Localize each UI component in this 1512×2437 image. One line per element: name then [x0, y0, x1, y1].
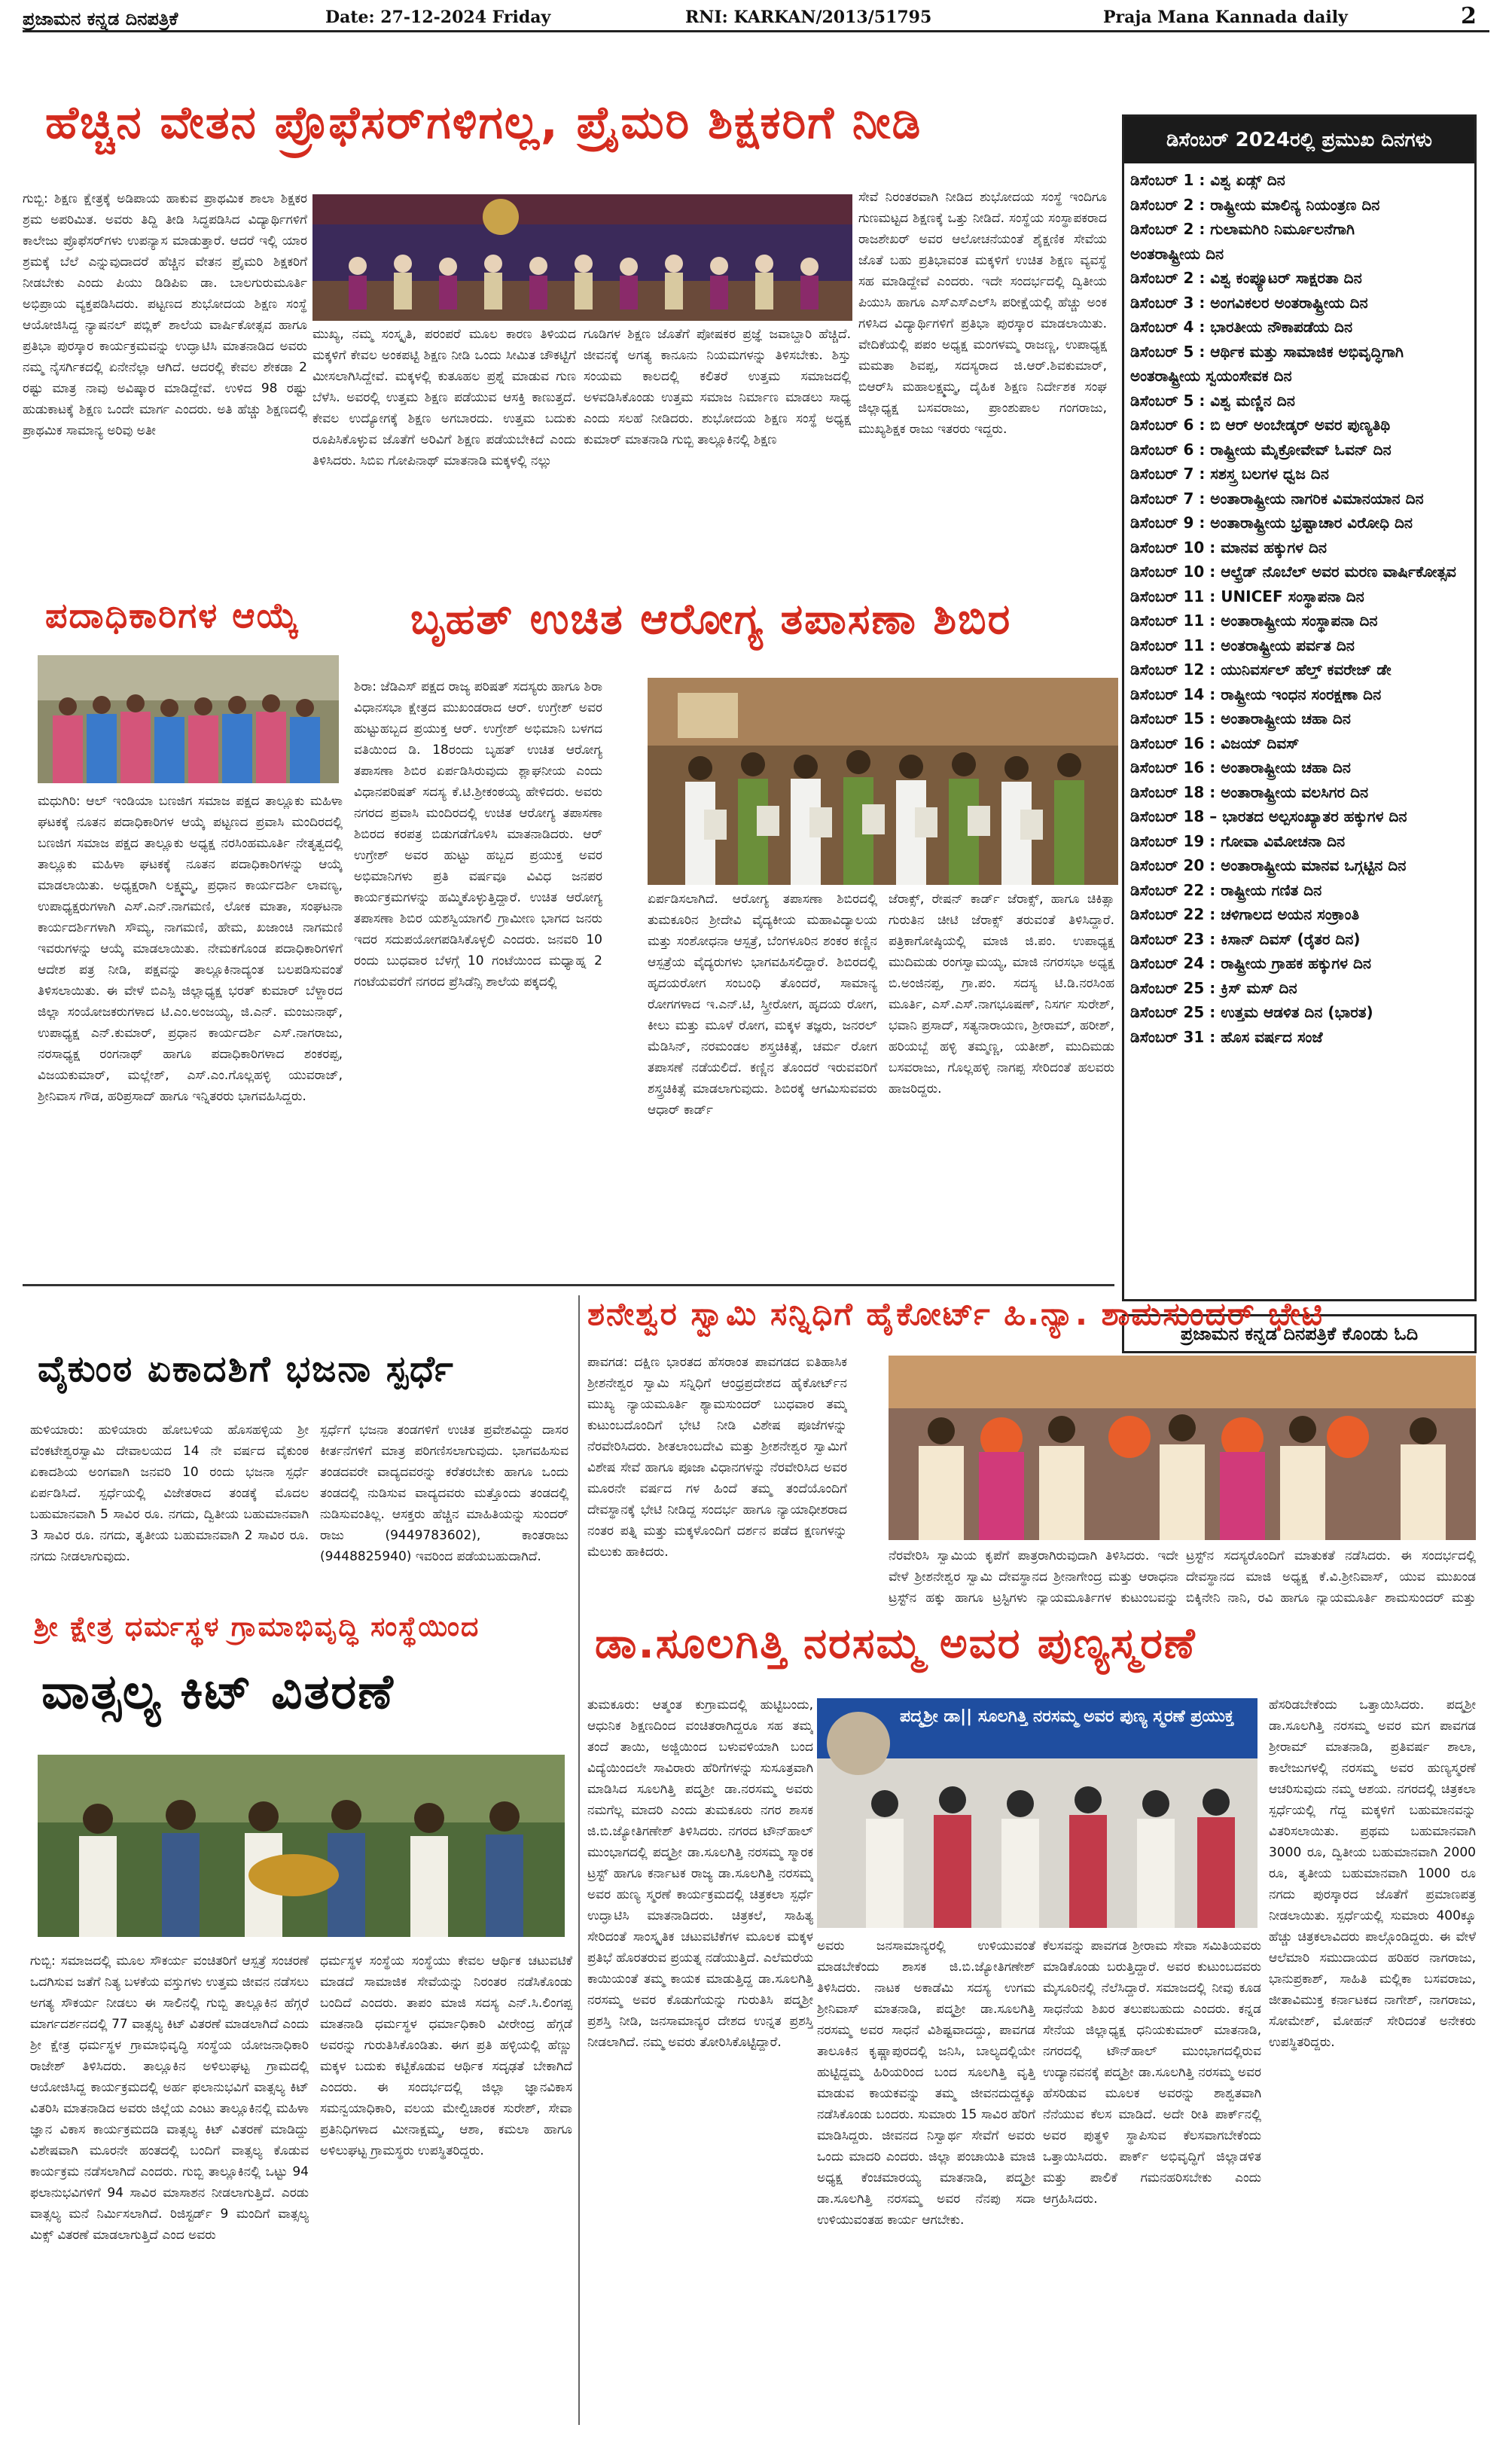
december-day-item: ಡಿಸೆಂಬರ್ 16 : ಅಂತಾರಾಷ್ಟ್ರೀಯ ಚಹಾ ದಿನ: [1130, 758, 1351, 776]
december-days-list: [1124, 163, 1474, 1252]
december-days-title: ಡಿಸೆಂಬರ್ 2024ರಲ್ಲಿ ಪ್ರಮುಖ ದಿನಗಳು: [1124, 117, 1474, 163]
december-day-item: ಡಿಸೆಂಬರ್ 4 : ಭಾರತೀಯ ನೌಕಾಪಡೆಯ ದಿನ: [1130, 318, 1353, 336]
page-number: 2: [1461, 3, 1477, 29]
tribute-banner-text: ಪದ್ಮಶ್ರೀ ಡಾ|| ಸೂಲಗಿತ್ತಿ ನರಸಮ್ಮ ಅವರ ಪುಣ್ಯ ಸ್ಮರಣೆ ಪ್ರಯುಕ್ತ: [900, 1707, 1234, 1726]
december-day-item: ಡಿಸೆಂಬರ್ 10 : ಆಲ್ಫ್ರೆಡ್ ನೊಬೆಲ್ ಅವರ ಮರಣ ವಾರ್ಷಿಕೋತ್ಸವ: [1130, 563, 1456, 581]
december-day-item: ಡಿಸೆಂಬರ್ 11 : UNICEF ಸಂಸ್ಥಾಪನಾ ದಿನ: [1130, 587, 1364, 605]
december-day-item: ಡಿಸೆಂಬರ್ 3 : ಅಂಗವಿಕಲರ ಅಂತರಾಷ್ಟ್ರೀಯ ದಿನ: [1130, 293, 1368, 312]
story6-col1: ಗುಬ್ಬಿ: ಸಮಾಜದಲ್ಲಿ ಮೂಲ ಸೌಕರ್ಯ ವಂಚಿತರಿಗೆ ಆಸ್ಪತ್ರೆ ಸಂಚರಣೆ ಒದಗಿಸುವ ಜತೆಗೆ ನಿತ್ಯ ಬಳಕೆಯ ವಸ್ತುಗಳು ಉತ್ತಮ ಜೀವನ ನಡೆಸಲು ಅಗತ್ಯ ಸೌಕರ್ಯ ನೀಡಲು ಈ ಸಾಲಿನಲ್ಲಿ ಗುಬ್ಬಿ ತಾಲ್ಲೂಕಿನ ಹೆಗ್ಗರೆ ಮಾರ್ಗದರ್ಶನದಲ್ಲಿ 77 ವಾತ್ಸಲ್ಯ ಕಿಟ್ ವಿತರಣೆ ಮಾಡಲಾಗಿದೆ ಎಂದು ಶ್ರೀ ಕ್ಷೇತ್ರ ಧರ್ಮಸ್ಥಳ ಗ್ರಾಮಾಭಿವೃದ್ಧಿ ಸಂಸ್ಥೆಯ ಯೋಜನಾಧಿಕಾರಿ ರಾಜೇಶ್ ತಿಳಿಸಿದರು. ತಾಲ್ಲೂಕಿನ ಅಳಿಲುಘಟ್ಟ ಗ್ರಾಮದಲ್ಲಿ ಆಯೋಜಿಸಿದ್ದ ಕಾರ್ಯಕ್ರಮದಲ್ಲಿ ಅರ್ಹ ಫಲಾನುಭವಿಗೆ ವಾತ್ಸಲ್ಯ ಕಿಟ್ ವಿತರಿಸಿ ಮಾತನಾಡಿದ ಅವರು ಜಿಲ್ಲೆಯ ಎಂಟು ತಾಲ್ಲೂಕಿನಲ್ಲಿ ಮಹಿಳಾ ಜ್ಞಾನ ವಿಕಾಸ ಕಾರ್ಯಕ್ರಮದಡಿ ವಾತ್ಸಲ್ಯ ಕಿಟ್ ವಿತರಣೆ ಮಾಡಿದ್ದು ವಿಶೇಷವಾಗಿ ಮೂರನೇ ಹಂತದಲ್ಲಿ ಬಂದಿಗೆ ವಾತ್ಸಲ್ಯ ಕೊಡುವ ಕಾರ್ಯಕ್ರಮ ನಡೆಸಲಾಗಿದೆ ಎಂದರು. ಗುಬ್ಬಿ ತಾಲ್ಲೂಕಿನಲ್ಲಿ ಒಟ್ಟು 94 ಫಲಾನುಭವಿಗಳಿಗೆ 94 ಸಾವಿರ ಮಾಸಾಶನ ನೀಡಲಾಗುತ್ತಿದೆ. ಎರಡು ವಾತ್ಸಲ್ಯ ಮನೆ ನಿರ್ಮಿಸಲಾಗಿದೆ. ರಿಜಿಸ್ಟರ್ಡ್ 9 ಮಂದಿಗೆ ವಾತ್ಸಲ್ಯ ಮಿಕ್ಸ್ ವಿತರಣೆ ಮಾಡಲಾಗುತ್ತಿದೆ ಎಂದ ಅವರು: [30, 1954, 309, 2243]
story6-headline: ವಾತ್ಸಲ್ಯ ಕಿಟ್ ವಿತರಣೆ: [41, 1664, 395, 1720]
december-day-item: ಡಿಸೆಂಬರ್ 24 : ರಾಷ್ಟ್ರೀಯ ಗ್ರಾಹಕ ಹಕ್ಕುಗಳ ದಿನ: [1130, 954, 1372, 972]
december-day-item: ಡಿಸೆಂಬರ್ 6 : ಬಿ ಆರ್ ಅಂಬೇಡ್ಕರ್ ಅವರ ಪುಣ್ಯತಿಥಿ: [1130, 416, 1391, 434]
story4-headline: ವೈಕುಂಠ ಏಕಾದಶಿಗೆ ಭಜನಾ ಸ್ಪರ್ಧೆ: [38, 1348, 455, 1390]
december-day-item: ಡಿಸೆಂಬರ್ 14 : ರಾಷ್ಟ್ರೀಯ ಇಂಧನ ಸಂರಕ್ಷಣಾ ದಿನ: [1130, 685, 1382, 703]
story5-col3: ಟ್ರಸ್ಟ್‌ನ ಸದಸ್ಯರೊಂದಿಗೆ ಮಾತುಕತೆ ನಡೆಸಿದರು. ಈ ಸಂದರ್ಭದಲ್ಲಿ ದೇವಸ್ಥಾನದ ಮಾಜಿ ಅಧ್ಯಕ್ಷ ಕೆ.ವಿ.ಶ್ರೀನಿವಾಸ್, ಯುವ ಮುಖಂಡ ಬಿಕ್ಕಿನೇನಿ ನಾನಿ, ರವಿ ಹಾಗೂ ನ್ಯಾಯಮೂರ್ತಿ ಶಾಮಸುಂದರ್ ಮತ್ತು: [1186, 1548, 1476, 1606]
story1-headline: ಹೆಚ್ಚಿನ ವೇತನ ಪ್ರೊಫೆಸರ್‌ಗಳಿಗಲ್ಲ, ಪ್ರೈಮರಿ ಶಿಕ್ಷಕರಿಗೆ ನೀಡಿ: [45, 96, 922, 149]
story7-col3: ಕೆಲಸವನ್ನು ಪಾವಗಡ ಶ್ರೀರಾಮ ಸೇವಾ ಸಮಿತಿಯವರು ಮಾಡಿಕೊಂಡು ಬರುತ್ತಿದ್ದಾರೆ. ಅವರ ಕುಟುಂಬದವರು ಮೈಸೂರಿನಲ್ಲಿ ನೆಲೆಸಿದ್ದಾರೆ. ಸಮಾಜದಲ್ಲಿ ನೀವು ಕೂಡ ಸಾಧನೆಯ ಶಿಖರ ತಲುಪಬಹುದು ಎಂದರು. ಕನ್ನಡ ಸೇನೆಯ ಜಿಲ್ಲಾಧ್ಯಕ್ಷ ಧನಿಯಕುಮಾರ್ ಮಾತನಾಡಿ, ನಗರದಲ್ಲಿ ಟೌನ್‌ಹಾಲ್ ಮುಂಭಾಗದಲ್ಲಿರುವ ಉದ್ಯಾನವನಕ್ಕೆ ಪದ್ಮಶ್ರೀ ಡಾ.ಸೂಲಗಿತ್ತಿ ನರಸಮ್ಮ ಅವರ ಹೆಸರಿಡುವ ಮೂಲಕ ಅವರನ್ನು ಶಾಶ್ವತವಾಗಿ ನೆನೆಯುವ ಕೆಲಸ ಮಾಡಿದೆ. ಅದೇ ರೀತಿ ಪಾರ್ಕ್‌ನಲ್ಲಿ ಅವರ ಪುತ್ಥಳಿ ಸ್ಥಾಪಿಸುವ ಕೆಲಸವಾಗಬೇಕೆಂದು ಒತ್ತಾಯಿಸಿದರು. ಪಾರ್ಕ್ ಅಭಿವೃದ್ಧಿಗೆ ಜಿಲ್ಲಾಡಳಿತ ಮತ್ತು ಪಾಲಿಕೆ ಗಮನಹರಿಸಬೇಕು ಎಂದು ಆಗ್ರಹಿಸಿದರು.: [1043, 1938, 1261, 2207]
rni-number: RNI: KARKAN/2013/51795: [685, 8, 932, 27]
december-day-item: ಡಿಸೆಂಬರ್ 31 : ಹೊಸ ವರ್ಷದ ಸಂಜೆ: [1130, 1027, 1323, 1046]
story1-col4: ಸೇವೆ ನಿರಂತರವಾಗಿ ನೀಡಿದ ಶುಭೋದಯ ಸಂಸ್ಥೆ ಇಂದಿಗೂ ಗುಣಮಟ್ಟದ ಶಿಕ್ಷಣಕ್ಕೆ ಒತ್ತು ನೀಡಿದೆ. ಸಂಸ್ಥೆಯ ಸಂಸ್ಥಾಪಕರಾದ ರಾಜಶೇಖರ್ ಅವರ ಆಲೋಚನೆಯಂತೆ ಶೈಕ್ಷಣಿಕ ಸೇವೆಯ ಜೊತೆ ಬಹು ಪ್ರತಿಭಾವಂತ ಮಕ್ಕಳಿಗೆ ಉಚಿತ ಶಿಕ್ಷಣ ವ್ಯವಸ್ಥೆ ಸಹ ಮಾಡಿದ್ದೇವೆ ಎಂದರು. ಇದೇ ಸಂದರ್ಭದಲ್ಲಿ ದ್ವಿತೀಯ ಪಿಯುಸಿ ಹಾಗೂ ಎಸ್ಎಸ್ಎಲ್‌ಸಿ ಪರೀಕ್ಷೆಯಲ್ಲಿ ಹೆಚ್ಚು ಅಂಕ ಗಳಿಸಿದ ವಿದ್ಯಾರ್ಥಿಗಳಿಗೆ ಪ್ರತಿಭಾ ಪುರಸ್ಕಾರ ಮಾಡಲಾಯಿತು. ವೇದಿಕೆಯಲ್ಲಿ ಪಪಂ ಅಧ್ಯಕ್ಷ ಮಂಗಳಮ್ಮ ರಾಜಣ್ಣ, ಉಪಾಧ್ಯಕ್ಷ ಮಮತಾ ಶಿವಪ್ಪ, ಸದಸ್ಯರಾದ ಜಿ.ಆರ್.ಶಿವಕುಮಾರ್, ಬಿಆರ್‌ಸಿ ಮಹಾಲಕ್ಷ್ಮಮ್ಮ, ದೈಹಿಕ ಶಿಕ್ಷಣ ನಿರ್ದೇಶಕ ಸಂಘ ಜಿಲ್ಲಾಧ್ಯಕ್ಷ ಬಸವರಾಜು, ಪ್ರಾಂಶುಪಾಲ ಗಂಗರಾಜು, ಮುಖ್ಯಶಿಕ್ಷಕ ರಾಜು ಇತರರು ಇದ್ದರು.: [858, 190, 1107, 437]
story3-photo-pamphlet-release: [648, 678, 1118, 885]
december-day-item: ಡಿಸೆಂಬರ್ 18 – ಭಾರತದ ಅಲ್ಪಸಂಖ್ಯಾತರ ಹಕ್ಕುಗಳ ದಿನ: [1130, 807, 1407, 825]
december-day-item: ಡಿಸೆಂಬರ್ 5 : ವಿಶ್ವ ಮಣ್ಣಿನ ದಿನ: [1130, 391, 1295, 410]
story5-col2: ನೆರವೇರಿಸಿ ಸ್ವಾಮಿಯ ಕೃಪೆಗೆ ಪಾತ್ರರಾಗಿರುವುದಾಗಿ ತಿಳಿಸಿದರು. ಇದೇ ವೇಳೆ ಶ್ರೀಶನೇಶ್ವರ ಸ್ವಾಮಿ ದೇವಸ್ಥಾನದ ಶ್ರೀನಾಗೇಂದ್ರ ಮತ್ತು ಆರಾಧನಾ ಟ್ರಸ್ಟ್‌ನ ಹಕ್ಕು ಹಾಗೂ ಟ್ರಸ್ಟಿಗಳು ನ್ಯಾಯಮೂರ್ತಿಗಳ ಕುಟುಂಬವನ್ನು: [889, 1548, 1178, 1606]
december-day-item: ಡಿಸೆಂಬರ್ 15 : ಅಂತಾರಾಷ್ಟ್ರೀಯ ಚಹಾ ದಿನ: [1130, 709, 1351, 727]
december-day-item: ಡಿಸೆಂಬರ್ 25 : ಉತ್ತಮ ಆಡಳಿತ ದಿನ (ಭಾರತ): [1130, 1003, 1373, 1021]
december-day-item: ಅಂತರಾಷ್ಟ್ರೀಯ ಸ್ವಯಂಸೇವಕ ದಿನ: [1130, 367, 1292, 385]
story5-headline: ಶನೇಶ್ವರ ಸ್ವಾಮಿ ಸನ್ನಿಧಿಗೆ ಹೈಕೋರ್ಟ್ ಹಿ.ನ್ಯಾ. ಶಾಮಸುಂದರ್ ಭೇಟಿ: [587, 1295, 1325, 1332]
story3-col2: ಏರ್ಪಡಿಸಲಾಗಿದೆ. ಆರೋಗ್ಯ ತಪಾಸಣಾ ಶಿಬಿರದಲ್ಲಿ ತುಮಕೂರಿನ ಶ್ರೀದೇವಿ ವೈದ್ಯಕೀಯ ಮಹಾವಿದ್ಯಾಲಯ ಮತ್ತು ಸಂಶೋಧನಾ ಆಸ್ಪತ್ರೆ, ಬೆಂಗಳೂರಿನ ಶಂಕರ ಕಣ್ಣಿನ ಆಸ್ಪತ್ರೆಯ ವೈದ್ಯರುಗಳು ಭಾಗವಹಿಸಲಿದ್ದಾರೆ. ಶಿಬಿರದಲ್ಲಿ ಹೃದಯರೋಗ ಸಂಬಂಧಿ ತೊಂದರೆ, ಸಾಮಾನ್ಯ ರೋಗಗಳಾದ ಇ.ಎನ್.ಟಿ, ಸ್ತ್ರೀರೋಗ, ಹೃದಯ ರೋಗ, ಕೀಲು ಮತ್ತು ಮೂಳೆ ರೋಗ, ಮಕ್ಕಳ ತಜ್ಞರು, ಜನರಲ್ ಮೆಡಿಸಿನ್, ನರಮಂಡಲ ಶಸ್ತ್ರಚಿಕಿತ್ಸೆ, ಚರ್ಮ ರೋಗ ತಪಾಸಣೆ ನಡೆಯಲಿದೆ. ಕಣ್ಣಿನ ತೊಂದರೆ ಇರುವವರಿಗೆ ಶಸ್ತ್ರಚಿಕಿತ್ಸೆ ಮಾಡಲಾಗುವುದು. ಶಿಬಿರಕ್ಕೆ ಆಗಮಿಸುವವರು ಆಧಾರ್ ಕಾರ್ಡ್: [648, 892, 877, 1118]
story4-col1: ಹುಳಿಯಾರು: ಹುಳಿಯಾರು ಹೋಬಳಿಯ ಹೊಸಹಳ್ಳಿಯ ಶ್ರೀ ವೆಂಕಟೇಶ್ವರಸ್ವಾಮಿ ದೇವಾಲಯದ 14 ನೇ ವರ್ಷದ ವೈಕುಂಠ ಏಕಾದಶಿಯ ಅಂಗವಾಗಿ ಜನವರಿ 10 ರಂದು ಭಜನಾ ಸ್ಪರ್ಧೆ ಏರ್ಪಡಿಸಿದೆ. ಸ್ಪರ್ಧೆಯಲ್ಲಿ ವಿಜೇತರಾದ ತಂಡಕ್ಕೆ ಮೊದಲ ಬಹುಮಾನವಾಗಿ 5 ಸಾವಿರ ರೂ. ನಗದು, ದ್ವಿತೀಯ ಬಹುಮಾನವಾಗಿ 3 ಸಾವಿರ ರೂ. ನಗದು, ತೃತೀಯ ಬಹುಮಾನವಾಗಿ 2 ಸಾವಿರ ರೂ. ನಗದು ನೀಡಲಾಗುವುದು.: [30, 1423, 309, 1564]
story6-kicker: ಶ್ರೀ ಕ್ಷೇತ್ರ ಧರ್ಮಸ್ಥಳ ಗ್ರಾಮಾಭಿವೃದ್ಧಿ ಸಂಸ್ಥೆಯಿಂದ: [34, 1612, 480, 1642]
promo-banner: ಪ್ರಜಾಮನ ಕನ್ನಡ ದಿನಪತ್ರಿಕೆ ಕೊಂಡು ಓದಿ: [1122, 1314, 1477, 1353]
story7-headline: ಡಾ.ಸೂಲಗಿತ್ತಿ ನರಸಮ್ಮ ಅವರ ಪುಣ್ಯಸ್ಮರಣೆ: [595, 1619, 1196, 1668]
story3-col3: ಜೆರಾಕ್ಸ್, ರೇಷನ್ ಕಾರ್ಡ್ ಜೆರಾಕ್ಸ್, ಹಾಗೂ ಚಿಕಿತ್ಸಾ ಗುರುತಿನ ಚೀಟಿ ಜೆರಾಕ್ಸ್ ತರುವಂತೆ ತಿಳಿಸಿದ್ದಾರೆ. ಪತ್ರಿಕಾಗೋಷ್ಠಿಯಲ್ಲಿ ಮಾಜಿ ಜಿ.ಪಂ. ಉಪಾಧ್ಯಕ್ಷ ಮುದಿಮಡು ರಂಗಸ್ವಾಮಯ್ಯ, ಮಾಜಿ ನಗರಸಭಾ ಅಧ್ಯಕ್ಷ ಬಿ.ಅಂಜಿನಪ್ಪ, ಗ್ರಾ.ಪಂ. ಸದಸ್ಯ ಟಿ.ಡಿ.ನರಸಿಂಹ ಮೂರ್ತಿ, ಎಸ್.ಎಸ್.ನಾಗಭೂಷಣ್, ನಿಸರ್ಗ ಸುರೇಶ್, ಭವಾನಿ ಪ್ರಸಾದ್, ಸತ್ಯನಾರಾಯಣ, ಶ್ರೀರಾಮ್, ಹರೀಶ್, ಹರಿಯಬ್ಬೆ ಹಳ್ಳಿ ತಮ್ಮಣ್ಣ, ಯತೀಶ್, ಮುದಿಮಡು ಬಸವರಾಜು, ಗೊಲ್ಲಹಳ್ಳಿ ನಾಗಪ್ಪ ಸೇರಿದಂತೆ ಹಲವರು ಹಾಜರಿದ್ದರು.: [889, 892, 1114, 1096]
december-day-item: ಡಿಸೆಂಬರ್ 11 : ಅಂತರಾಷ್ಟ್ರೀಯ ಪರ್ವತ ದಿನ: [1130, 636, 1355, 654]
december-day-item: ಡಿಸೆಂಬರ್ 11 : ಅಂತಾರಾಷ್ಟ್ರೀಯ ಸಂಸ್ಥಾಪನಾ ದಿನ: [1130, 612, 1378, 630]
december-day-item: ಅಂತರಾಷ್ಟ್ರೀಯ ದಿನ: [1130, 244, 1224, 263]
december-day-item: ಡಿಸೆಂಬರ್ 5 : ಆರ್ಥಿಕ ಮತ್ತು ಸಾಮಾಜಿಕ ಅಭಿವೃದ್ಧಿಗಾಗಿ: [1130, 342, 1404, 361]
masthead: [23, 5, 1489, 32]
december-day-item: ಡಿಸೆಂಬರ್ 7 : ಸಶಸ್ತ್ರ ಬಲಗಳ ಧ್ವಜ ದಿನ: [1130, 465, 1329, 483]
issue-date: Date: 27-12-2024 Friday: [325, 8, 551, 27]
december-day-item: ಡಿಸೆಂಬರ್ 2 : ಗುಲಾಮಗಿರಿ ನಿರ್ಮೂಲನೆಗಾಗಿ: [1130, 220, 1355, 238]
story1-col2: ಮುಖ್ಯ, ನಮ್ಮ ಸಂಸ್ಕೃತಿ, ಪರಂಪರೆ ಮೂಲ ಕಾರಣ ತಿಳಿಯದ ಮಕ್ಕಳಿಗೆ ಕೇವಲ ಅಂಕಪಟ್ಟಿ ಶಿಕ್ಷಣ ನೀಡಿ ಒಂದು ಸೀಮಿತ ಚೌಕಟ್ಟಿಗೆ ಮೀಸಲಾಗಿಸಿದ್ದೇವೆ. ಮಕ್ಕಳಲ್ಲಿ ಕುತೂಹಲ ಪ್ರಶ್ನೆ ಮಾಡುವ ಗುಣ ಬೆಳೆಸಿ. ಅವರಲ್ಲಿ ಉತ್ತಮ ಶಿಕ್ಷಣ ಪಡೆಯುವ ಆಸಕ್ತಿ ಕಾಣುತ್ತದೆ. ಕೇವಲ ಉದ್ಯೋಗಕ್ಕೆ ಶಿಕ್ಷಣ ಅಗಬಾರದು. ಉತ್ತಮ ಬದುಕು ರೂಪಿಸಿಕೊಳ್ಳುವ ಜೊತೆಗೆ ಅರಿವಿಗೆ ಶಿಕ್ಷಣ ಪಡೆಯಬೇಕಿದೆ ಎಂದು ತಿಳಿಸಿದರು. ಸಿಬಿಐ ಗೋಪಿನಾಥ್ ಮಾತನಾಡಿ ಮಕ್ಕಳಲ್ಲಿ ನಲ್ಲು: [312, 327, 576, 468]
story7-col2: ಅವರು ಜನಸಾಮಾನ್ಯರಲ್ಲಿ ಉಳಿಯುವಂತೆ ಮಾಡಬೇಕೆಂದು ಶಾಸಕ ಜಿ.ಬಿ.ಜ್ಯೋತಿಗಣೇಶ್ ತಿಳಿಸಿದರು. ನಾಟಕ ಅಕಾಡೆಮಿ ಸದಸ್ಯ ಉಗಮ ಶ್ರೀನಿವಾಸ್ ಮಾತನಾಡಿ, ಪದ್ಮಶ್ರೀ ಡಾ.ಸೂಲಗಿತ್ತಿ ನರಸಮ್ಮ ಅವರ ಸಾಧನೆ ವಿಶಿಷ್ಟವಾದದ್ದು, ಪಾವಗಡ ತಾಲೂಕಿನ ಕೃಷ್ಣಾಪುರದಲ್ಲಿ ಜನಿಸಿ, ಬಾಲ್ಯದಲ್ಲಿಯೇ ಹುಟ್ಟಿದ್ದಮ್ಮ ಹಿರಿಯರಿಂದ ಬಂದ ಸೂಲಗಿತ್ತಿ ವೃತ್ತಿ ಮಾಡುವ ಕಾಯಕವನ್ನು ತಮ್ಮ ಜೀವನದುದ್ದಕ್ಕೂ ನಡೆಸಿಕೊಂಡು ಬಂದರು. ಸುಮಾರು 15 ಸಾವಿರ ಹೆರಿಗೆ ಮಾಡಿಸಿದ್ದರು. ಜೀವನದ ನಿಸ್ವಾರ್ಥ ಸೇವೆಗೆ ಅವರು ಒಂದು ಮಾದರಿ ಎಂದರು. ಜಿಲ್ಲಾ ಪಂಚಾಯಿತಿ ಮಾಜಿ ಅಧ್ಯಕ್ಷ ಕೆಂಚಮಾರಯ್ಯ ಮಾತನಾಡಿ, ಪದ್ಮಶ್ರೀ ಡಾ.ಸೂಲಗಿತ್ತಿ ನರಸಮ್ಮ ಅವರ ನೆನಪು ಸದಾ ಉಳಿಯುವಂತಹ ಕಾರ್ಯ ಆಗಬೇಕು.: [817, 1938, 1035, 2228]
december-day-item: ಡಿಸೆಂಬರ್ 2 : ರಾಷ್ಟ್ರೀಯ ಮಾಲಿನ್ಯ ನಿಯಂತ್ರಣ ದಿನ: [1130, 195, 1380, 214]
story5-photo-felicitation: [889, 1356, 1476, 1540]
story3-col1: ಶಿರಾ: ಜೆಡಿಎಸ್ ಪಕ್ಷದ ರಾಜ್ಯ ಪರಿಷತ್ ಸದಸ್ಯರು ಹಾಗೂ ಶಿರಾ ವಿಧಾನಸಭಾ ಕ್ಷೇತ್ರದ ಮುಖಂಡರಾದ ಆರ್. ಉಗ್ರೇಶ್ ಅವರ ಹುಟ್ಟುಹಬ್ಬದ ಪ್ರಯುಕ್ತ ಆರ್. ಉಗ್ರೇಶ್ ಅಭಿಮಾನಿ ಬಳಗದ ವತಿಯಿಂದ ಡಿ. 18ರಂದು ಬೃಹತ್ ಉಚಿತ ಆರೋಗ್ಯ ತಪಾಸಣಾ ಶಿಬಿರ ಏರ್ಪಡಿಸಿರುವುದು ಶ್ಲಾಘನೀಯ ಎಂದು ವಿಧಾನಪರಿಷತ್ ಸದಸ್ಯ ಕೆ.ಟಿ.ಶ್ರೀಕಂಠಯ್ಯ ಹೇಳಿದರು. ಅವರು ನಗರದ ಪ್ರವಾಸಿ ಮಂದಿರದಲ್ಲಿ ಉಚಿತ ಆರೋಗ್ಯ ತಪಾಸಣಾ ಶಿಬಿರದ ಕರಪತ್ರ ಬಿಡುಗಡೆಗೊಳಿಸಿ ಮಾತನಾಡಿದರು. ಆರ್ ಉಗ್ರೇಶ್ ಅವರ ಹುಟ್ಟು ಹಬ್ಬದ ಪ್ರಯುಕ್ತ ಅವರ ಅಭಿಮಾನಿಗಳು ಪ್ರತಿ ವರ್ಷವೂ ವಿವಿಧ ಜನಪರ ಕಾರ್ಯಕ್ರಮಗಳನ್ನು ಹಮ್ಮಿಕೊಳ್ಳುತ್ತಿದ್ದಾರೆ. ಉಚಿತ ಆರೋಗ್ಯ ತಪಾಸಣಾ ಶಿಬಿರ ಯಶಸ್ವಿಯಾಗಲಿ ಗ್ರಾಮೀಣ ಭಾಗದ ಜನರು ಇದರ ಸದುಪಯೋಗಪಡಿಸಿಕೊಳ್ಳಲಿ ಎಂದರು. ಜನವರಿ 10 ರಂದು ಬುಧವಾರ ಬೆಳಗ್ಗೆ 10 ಗಂಟೆಯಿಂದ ಮಧ್ಯಾಹ್ನ 2 ಗಂಟೆಯವರೆಗೆ ನಗರದ ಪ್ರೆಸಿಡೆನ್ಸಿ ಶಾಲೆಯ ಪಕ್ಕದಲ್ಲಿ: [354, 679, 602, 990]
december-day-item: ಡಿಸೆಂಬರ್ 2 : ವಿಶ್ವ ಕಂಪ್ಯೂಟರ್ ಸಾಕ್ಷರತಾ ದಿನ: [1130, 269, 1362, 287]
story3-headline: ಬೃಹತ್ ಉಚಿತ ಆರೋಗ್ಯ ತಪಾಸಣಾ ಶಿಬಿರ: [410, 595, 1012, 644]
december-day-item: ಡಿಸೆಂಬರ್ 19 : ಗೋವಾ ವಿಮೋಚನಾ ದಿನ: [1130, 831, 1346, 850]
story7-photo-tribute: [817, 1698, 1257, 1928]
story6-photo-kit-distribution: [38, 1755, 565, 1937]
story2-photo-group: [38, 655, 339, 783]
december-day-item: ಡಿಸೆಂಬರ್ 23 : ಕಿಸಾನ್ ದಿವಸ್ (ರೈತರ ದಿನ): [1130, 929, 1361, 948]
story1-col3: ಗೂಡಿಗಳ ಶಿಕ್ಷಣ ಜೊತೆಗೆ ಪೋಷಕರ ಪ್ರಜ್ಞೆ ಜವಾಬ್ದಾರಿ ಹೆಚ್ಚಿದೆ. ಜೀವನಕ್ಕೆ ಅಗತ್ಯ ಕಾನೂನು ನಿಯಮಗಳನ್ನು ತಿಳಿಸಬೇಕು. ಶಿಸ್ತು ಸಂಯಮ ಕಾಲದಲ್ಲಿ ಕಲಿತರೆ ಉತ್ತಮ ಸಮಾಜದಲ್ಲಿ ಅಳವಡಿಸಿಕೊಂಡು ಉತ್ತಮ ಸಮಾಜ ನಿರ್ಮಾಣ ಮಾಡಲು ಸಾಧ್ಯ ಎಂದು ಸಲಹೆ ನೀಡಿದರು. ಶುಭೋದಯ ಶಿಕ್ಷಣ ಸಂಸ್ಥೆ ಅಧ್ಯಕ್ಷ ಕುಮಾರ್ ಮಾತನಾಡಿ ಗುಬ್ಬಿ ತಾಲ್ಲೂಕಿನಲ್ಲಿ ಶಿಕ್ಷಣ: [584, 327, 851, 447]
december-day-item: ಡಿಸೆಂಬರ್ 9 : ಅಂತಾರಾಷ್ಟ್ರೀಯ ಭ್ರಷ್ಟಾಚಾರ ವಿರೋಧಿ ದಿನ: [1130, 514, 1413, 532]
story2-body: ಮಧುಗಿರಿ: ಆಲ್ ಇಂಡಿಯಾ ಬಣಜಿಗ ಸಮಾಜ ಪಕ್ಷದ ತಾಲ್ಲೂಕು ಮಹಿಳಾ ಘಟಕಕ್ಕೆ ನೂತನ ಪದಾಧಿಕಾರಿಗಳ ಆಯ್ಕೆ ಪಟ್ಟಣದ ಪ್ರವಾಸಿ ಮಂದಿರದಲ್ಲಿ ಬಣಜಿಗ ಸಮಾಜ ಪಕ್ಷದ ತಾಲ್ಲೂಕು ಅಧ್ಯಕ್ಷ ನರಸಿಂಹಮೂರ್ತಿ ನೇತೃತ್ವದಲ್ಲಿ ತಾಲ್ಲೂಕು ಮಹಿಳಾ ಘಟಕಕ್ಕೆ ನೂತನ ಪದಾಧಿಕಾರಿಗಳನ್ನು ಆಯ್ಕೆ ಮಾಡಲಾಯಿತು. ಅಧ್ಯಕ್ಷರಾಗಿ ಲಕ್ಷ್ಮಮ್ಮ, ಪ್ರಧಾನ ಕಾರ್ಯದರ್ಶಿ ಲಾವಣ್ಯ, ಉಪಾಧ್ಯಕ್ಷರುಗಳಾಗಿ ಎಸ್.ಎನ್.ನಾಗಮಣಿ, ಲೋಕ ಮಾತಾ, ಸಂಘಟನಾ ಕಾರ್ಯದರ್ಶಿಗಳಾಗಿ ಸೌಮ್ಯ, ನಾಗಮಣಿ, ಹೇಮ, ಖಜಾಂಚಿ ನಾಗಮಣಿ ಇವರುಗಳನ್ನು ಆಯ್ಕೆ ಮಾಡಲಾಯಿತು. ನೇಮಕಗೊಂಡ ಪದಾಧಿಕಾರಿಗಳಿಗೆ ಆದೇಶ ಪತ್ರ ನೀಡಿ, ಪಕ್ಷವನ್ನು ತಾಲ್ಲೂಕಿನಾದ್ಯಂತ ಬಲಪಡಿಸುವಂತೆ ತಿಳಿಸಲಾಯಿತು. ಈ ವೇಳೆ ಬಿಎಸ್ಪಿ ಜಿಲ್ಲಾಧ್ಯಕ್ಷ ಭರತ್ ಕುಮಾರ್ ಬೆಳ್ದಾರದ ಜಿಲ್ಲಾ ಸಂಯೋಜಕರುಗಳಾದ ಟಿ.ಎಂ.ಅಂಜಯ್ಯ, ಜಿ.ಎನ್. ಮಂಜುನಾಥ್, ಉಪಾಧ್ಯಕ್ಷ ಎನ್.ಕುಮಾರ್, ಪ್ರಧಾನ ಕಾರ್ಯದರ್ಶಿ ಎಸ್.ನಾಗರಾಜು, ನರಸಾಧ್ಯಕ್ಷ ರಂಗನಾಥ್ ಹಾಗೂ ಪದಾಧಿಕಾರಿಗಳಾದ ಶಂಕರಪ್ಪ, ವಿಜಯಕುಮಾರ್, ಮಲ್ಲೇಶ್, ಎಸ್.ಎಂ.ಗೊಲ್ಲಹಳ್ಳಿ ಯುವರಾಜ್, ಶ್ರೀನಿವಾಸ ಗೌಡ, ಹರಿಪ್ರಸಾದ್ ಹಾಗೂ ಇನ್ನಿತರರು ಭಾಗವಹಿಸಿದ್ದರು.: [38, 794, 343, 1104]
story1-col1: ಗುಬ್ಬಿ: ಶಿಕ್ಷಣ ಕ್ಷೇತ್ರಕ್ಕೆ ಅಡಿಪಾಯ ಹಾಕುವ ಪ್ರಾಥಮಿಕ ಶಾಲಾ ಶಿಕ್ಷಕರ ಶ್ರಮ ಅಪರಿಮಿತ. ಅವರು ತಿದ್ದಿ ತೀಡಿ ಸಿದ್ಧಪಡಿಸಿದ ವಿದ್ಯಾರ್ಥಿಗಳಿಗೆ ಕಾಲೇಜು ಪ್ರೊಫೆಸರ್‌ಗಳು ಉಪನ್ಯಾಸ ಮಾಡುತ್ತಾರೆ. ಆದರೆ ಇಲ್ಲಿ ಯಾರ ಶ್ರಮಕ್ಕೆ ಬೆಲೆ ಎನ್ನುವುದಾದರೆ ಹೆಚ್ಚಿನ ವೇತನ ಪ್ರೈಮರಿ ಶಿಕ್ಷಕರಿಗೆ ನೀಡಬೇಕು ಎಂದು ಪಿಯು ಡಿಡಿಪಿಐ ಡಾ. ಬಾಲಗುರುಮೂರ್ತಿ ಅಭಿಪ್ರಾಯ ವ್ಯಕ್ತಪಡಿಸಿದರು. ಪಟ್ಟಣದ ಶುಭೋದಯ ಶಿಕ್ಷಣ ಸಂಸ್ಥೆ ಆಯೋಜಿಸಿದ್ದ ನ್ಯಾಷನಲ್ ಪಬ್ಲಿಕ್ ಶಾಲೆಯ ವಾರ್ಷಿಕೋತ್ಸವ ಹಾಗೂ ಪ್ರತಿಭಾ ಪುರಸ್ಕಾರ ಕಾರ್ಯಕ್ರಮವನ್ನು ಉದ್ಘಾಟಿಸಿ ಮಾತನಾಡಿದ ಅವರು ನಮ್ಮ ನೈಸರ್ಗಿಕದಲ್ಲಿ ಏನೇನೆಲ್ಲಾ ಆಗಿದೆ. ಆದರಲ್ಲಿ ಕೇವಲ ಶೇಕಡಾ 2 ರಷ್ಟು ಮಾತ್ರ ನಾವು ಅವಿಷ್ಕಾರ ಮಾಡಿದ್ದೇವೆ. ಉಳಿದ 98 ರಷ್ಟು ಹುಡುಕಾಟಕ್ಕೆ ಶಿಕ್ಷಣ ಒಂದೇ ಮಾರ್ಗ ಎಂದರು. ಅತಿ ಹೆಚ್ಚು ಶಿಕ್ಷಣದಲ್ಲಿ ಪ್ರಾಥಮಿಕ ಸಾಮಾನ್ಯ ಅರಿವು ಅತೀ: [23, 191, 307, 438]
december-day-item: ಡಿಸೆಂಬರ್ 18 : ಅಂತಾರಾಷ್ಟ್ರೀಯ ವಲಸಿಗರ ದಿನ: [1130, 782, 1369, 801]
column-rule: [578, 1295, 580, 2425]
december-day-item: ಡಿಸೆಂಬರ್ 22 : ರಾಷ್ಟ್ರೀಯ ಗಣಿತ ದಿನ: [1130, 880, 1322, 899]
story7-col4: ಹೆಸರಿಡಬೇಕೆಂದು ಒತ್ತಾಯಿಸಿದರು. ಪದ್ಮಶ್ರೀ ಡಾ.ಸೂಲಗಿತ್ತಿ ನರಸಮ್ಮ ಅವರ ಮಗ ಪಾವಗಡ ಶ್ರೀರಾಮ್ ಮಾತನಾಡಿ, ಪ್ರತಿವರ್ಷ ಶಾಲಾ, ಕಾಲೇಜುಗಳಲ್ಲಿ ನರಸಮ್ಮ ಅವರ ಹುಣ್ಯಸ್ಮರಣೆ ಆಚರಿಸುವುದು ನಮ್ಮ ಆಶಯ. ನಗರದಲ್ಲಿ ಚಿತ್ರಕಲಾ ಸ್ಪರ್ಧೆಯಲ್ಲಿ ಗೆದ್ದ ಮಕ್ಕಳಿಗೆ ಬಹುಮಾನವನ್ನು ವಿತರಿಸಲಾಯಿತು. ಪ್ರಥಮ ಬಹುಮಾನವಾಗಿ 3000 ರೂ, ದ್ವಿತೀಯ ಬಹುಮಾನವಾಗಿ 2000 ರೂ, ತೃತೀಯ ಬಹುಮಾನವಾಗಿ 1000 ರೂ ನಗದು ಪುರಸ್ಕಾರದ ಜೊತೆಗೆ ಪ್ರಮಾಣಪತ್ರ ನೀಡಲಾಯಿತು. ಸ್ಪರ್ಧೆಯಲ್ಲಿ ಸುಮಾರು 400ಕ್ಕೂ ಹೆಚ್ಚು ಚಿತ್ರಕಲಾವಿದರು ಪಾಲ್ಗೊಂಡಿದ್ದರು. ಈ ವೇಳೆ ಆಲೆಮಾರಿ ಸಮುದಾಯದ ಹರಿಹರ ನಾಗರಾಜು, ಭಾನುಪ್ರಕಾಶ್, ಸಾಹಿತಿ ಮಲ್ಲಿಕಾ ಬಸವರಾಜು, ಜೀತಾವಿಮುಕ್ತ ಕರ್ನಾಟಕದ ನಾಗೇಶ್, ನಾಗರಾಜು, ಸೋಮೇಶ್, ಮೋಹನ್ ಸೇರಿದಂತೆ ಅನೇಕರು ಉಪಸ್ಥಿತರಿದ್ದರು.: [1269, 1697, 1476, 2050]
paper-name-english: Praja Mana Kannada daily: [1103, 8, 1348, 27]
december-day-item: ಡಿಸೆಂಬರ್ 7 : ಅಂತಾರಾಷ್ಟ್ರೀಯ ನಾಗರಿಕ ವಿಮಾನಯಾನ ದಿನ: [1130, 489, 1424, 508]
section-divider: [23, 1284, 1114, 1286]
december-day-item: ಡಿಸೆಂಬರ್ 20 : ಅಂತಾರಾಷ್ಟ್ರೀಯ ಮಾನವ ಒಗ್ಗಟ್ಟಿನ ದಿನ: [1130, 856, 1407, 874]
december-day-item: ಡಿಸೆಂಬರ್ 6 : ರಾಷ್ಟ್ರೀಯ ಮೈಕ್ರೋವೇವ್ ಓವನ್ ದಿನ: [1130, 440, 1392, 459]
story4-col2: ಸ್ಪರ್ಧೆಗೆ ಭಜನಾ ತಂಡಗಳಿಗೆ ಉಚಿತ ಪ್ರವೇಶವಿದ್ದು ದಾಸರ ಕೀರ್ತನೆಗಳಿಗೆ ಮಾತ್ರ ಪರಿಗಣಿಸಲಾಗುವುದು. ಭಾಗವಹಿಸುವ ತಂಡದವರೇ ವಾದ್ಯದವರನ್ನು ಕರೆತರಬೇಕು ಹಾಗೂ ಒಂದು ತಂಡದಲ್ಲಿ ನುಡಿಸುವ ವಾದ್ಯದವರು ಮತ್ತೊಂದು ತಂಡದಲ್ಲಿ ನುಡಿಸುವಂತಿಲ್ಲ. ಆಸಕ್ತರು ಹೆಚ್ಚಿನ ಮಾಹಿತಿಯನ್ನು ಸುಂದರ್ ರಾಜು (9449783602), ಕಾಂತರಾಜು (9448825940) ಇವರಿಂದ ಪಡೆಯಬಹುದಾಗಿದೆ.: [320, 1423, 569, 1564]
story2-headline: ಪದಾಧಿಕಾರಿಗಳ ಆಯ್ಕೆ: [45, 595, 300, 636]
story6-col2: ಧರ್ಮಸ್ಥಳ ಸಂಸ್ಥೆಯ ಸಂಸ್ಥೆಯು ಕೇವಲ ಆರ್ಥಿಕ ಚಟುವಟಿಕೆ ಮಾಡದೆ ಸಾಮಾಜಿಕ ಸೇವೆಯನ್ನು ನಿರಂತರ ನಡೆಸಿಕೊಂಡು ಬಂದಿದೆ ಎಂದರು. ತಾಪಂ ಮಾಜಿ ಸದಸ್ಯ ಎನ್.ಸಿ.ಲಿಂಗಪ್ಪ ಮಾತನಾಡಿ ಧರ್ಮಸ್ಥಳ ಧರ್ಮಾಧಿಕಾರಿ ವೀರೇಂದ್ರ ಹೆಗ್ಗಡೆ ಅವರನ್ನು ಗುರುತಿಸಿಕೊಂಡಿತು. ಈಗ ಪ್ರತಿ ಹಳ್ಳಿಯಲ್ಲಿ ಹೆಣ್ಣು ಮಕ್ಕಳ ಬದುಕು ಕಟ್ಟಿಕೊಡುವ ಆರ್ಥಿಕ ಸದೃಢತೆ ಬೇಕಾಗಿದೆ ಎಂದರು. ಈ ಸಂದರ್ಭದಲ್ಲಿ ಜಿಲ್ಲಾ ಜ್ಞಾನವಿಕಾಸ ಸಮನ್ವಯಾಧಿಕಾರಿ, ವಲಯ ಮೇಲ್ವಿಚಾರಕ ಸುರೇಶ್, ಸೇವಾ ಪ್ರತಿನಿಧಿಗಳಾದ ಮೀನಾಕ್ಷಮ್ಮ, ಆಶಾ, ಕಮಲಾ ಹಾಗೂ ಅಳಿಲುಘಟ್ಟ ಗ್ರಾಮಸ್ಥರು ಉಪಸ್ಥಿತರಿದ್ದರು.: [320, 1954, 572, 2158]
paper-name: ಪ್ರಜಾಮನ ಕನ್ನಡ ದಿನಪತ್ರಿಕೆ: [23, 8, 178, 29]
story7-col1: ತುಮಕೂರು: ಆತ್ಮಂತ ಕುಗ್ರಾಮದಲ್ಲಿ ಹುಟ್ಟಿಬಂದು, ಆಧುನಿಕ ಶಿಕ್ಷಣದಿಂದ ವಂಚಿತರಾಗಿದ್ದರೂ ಸಹ ತಮ್ಮ ತಂದೆ ತಾಯಿ, ಅಜ್ಜಿಯಿಂದ ಬಳುವಳಿಯಾಗಿ ಬಂದ ವಿದ್ಯೆಯಿಂದಲೇ ಸಾವಿರಾರು ಹೆರಿಗೆಗಳನ್ನು ಸುಸೂತ್ರವಾಗಿ ಮಾಡಿಸಿದ ಸೂಲಗಿತ್ತಿ ಪದ್ಮಶ್ರೀ ಡಾ.ನರಸಮ್ಮ ಅವರು ನಮಗೆಲ್ಲ ಮಾದರಿ ಎಂದು ತುಮಕೂರು ನಗರ ಶಾಸಕ ಜಿ.ಬಿ.ಜ್ಯೋತಿಗಣೇಶ್ ತಿಳಿಸಿದರು. ನಗರದ ಟೌನ್‌ಹಾಲ್ ಮುಂಭಾಗದಲ್ಲಿ ಪದ್ಮಶ್ರೀ ಡಾ.ಸೂಲಗಿತ್ತಿ ನರಸಮ್ಮ ಸ್ಮಾರಕ ಟ್ರಸ್ಟ್ ಹಾಗೂ ಕರ್ನಾಟಕ ರಾಜ್ಯ ಡಾ.ಸೂಲಗಿತ್ತಿ ನರಸಮ್ಮ ಅವರ ಹುಣ್ಯ ಸ್ಮರಣೆ ಕಾರ್ಯಕ್ರಮದಲ್ಲಿ ಚಿತ್ರಕಲಾ ಸ್ಪರ್ಧೆ ಉದ್ಘಾಟಿಸಿ ಮಾತನಾಡಿದರು. ಚಿತ್ರಕಲೆ, ಸಾಹಿತ್ಯ ಸೇರಿದಂತೆ ಸಾಂಸ್ಕೃತಿಕ ಚಟುವಟಿಕೆಗಳ ಮೂಲಕ ಮಕ್ಕಳ ಪ್ರತಿಭೆ ಹೊರತರುವ ಪ್ರಯತ್ನ ನಡೆಯುತ್ತಿದೆ. ಎಲೆಮರೆಯ ಕಾಯಿಯಂತೆ ತಮ್ಮ ಕಾಯಕ ಮಾಡುತ್ತಿದ್ದ ಡಾ.ಸೂಲಗಿತ್ತಿ ನರಸಮ್ಮ ಅವರ ಕೊಡುಗೆಯನ್ನು ಗುರುತಿಸಿ ಪದ್ಮಶ್ರೀ ಪ್ರಶಸ್ತಿ ನೀಡಿ, ಜನಸಾಮಾನ್ಯರ ದೇಶದ ಉನ್ನತ ಪ್ರಶಸ್ತಿ ನೀಡಲಾಗಿದೆ. ನಮ್ಮ ಅವರು ತೋರಿಸಿಕೊಟ್ಟಿದ್ದಾರೆ.: [587, 1697, 813, 2050]
story5-col1: ಪಾವಗಡ: ದಕ್ಷಿಣ ಭಾರತದ ಹೆಸರಾಂತ ಪಾವಗಡದ ಐತಿಹಾಸಿಕ ಶ್ರೀಶನೇಶ್ವರ ಸ್ವಾಮಿ ಸನ್ನಿಧಿಗೆ ಆಂಧ್ರಪ್ರದೇಶದ ಹೈಕೋರ್ಟ್‌ನ ಮುಖ್ಯ ನ್ಯಾಯಮೂರ್ತಿ ಶ್ಯಾಮಸುಂದರ್ ಬುಧವಾರ ತಮ್ಮ ಕುಟುಂಬದೊಂದಿಗೆ ಭೇಟಿ ನೀಡಿ ವಿಶೇಷ ಪೂಜೆಗಳನ್ನು ನೆರವೇರಿಸಿದರು. ಶೀತಲಾಂಬದೇವಿ ಮತ್ತು ಶ್ರೀಶನೇಶ್ವರ ಸ್ವಾಮಿಗೆ ವಿಶೇಷ ಸೇವೆ ಹಾಗೂ ಪೂಜಾ ವಿಧಾನಗಳನ್ನು ನೆರವೇರಿಸಿದ ಅವರ ಮೂರನೇ ವರ್ಷದ ಗಳ ಹಿಂದೆ ತಮ್ಮ ತಂದೆಯೊಂದಿಗೆ ದೇವಸ್ಥಾನಕ್ಕೆ ಭೇಟಿ ನೀಡಿದ್ದ ಸಂದರ್ಭ ಹಾಗೂ ನ್ಯಾಯಾಧೀಶರಾದ ನಂತರ ಪತ್ನಿ ಮತ್ತು ಮಕ್ಕಳೊಂದಿಗೆ ದರ್ಶನ ಪಡೆದ ಕ್ಷಣಗಳನ್ನು ಮೆಲುಕು ಹಾಕಿದರು.: [587, 1355, 847, 1560]
december-day-item: ಡಿಸೆಂಬರ್ 1 : ವಿಶ್ವ ಏಡ್ಸ್ ದಿನ: [1130, 171, 1285, 189]
december-day-item: ಡಿಸೆಂಬರ್ 12 : ಯುನಿವರ್ಸಲ್ ಹೆಲ್ತ್ ಕವರೇಜ್ ಡೇ: [1130, 660, 1392, 679]
december-day-item: ಡಿಸೆಂಬರ್ 10 : ಮಾನವ ಹಕ್ಕುಗಳ ದಿನ: [1130, 538, 1328, 557]
december-day-item: ಡಿಸೆಂಬರ್ 16 : ವಿಜಯ್ ದಿವಸ್: [1130, 734, 1300, 752]
december-days-box: [1122, 114, 1477, 1301]
december-day-item: ಡಿಸೆಂಬರ್ 25 : ಕ್ರಿಸ್ ಮಸ್ ದಿನ: [1130, 978, 1297, 997]
story1-photo-award-ceremony: [312, 194, 852, 321]
december-day-item: ಡಿಸೆಂಬರ್ 22 : ಚಳಿಗಾಲದ ಅಯನ ಸಂಕ್ರಾಂತಿ: [1130, 905, 1360, 923]
